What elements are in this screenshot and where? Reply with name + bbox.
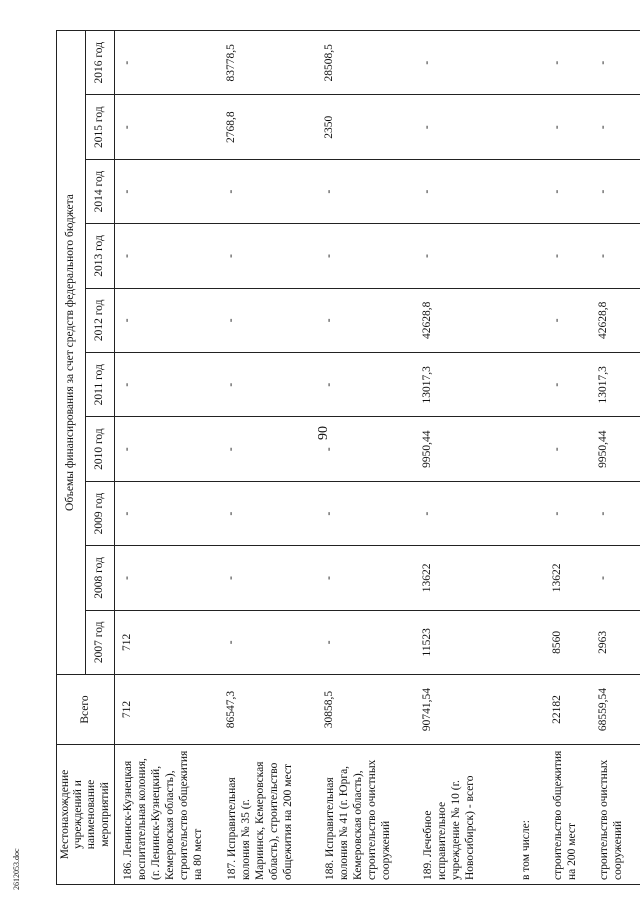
row-year-value [513,353,545,417]
row-year-value: - [317,546,415,610]
header-year: 2012 год [85,288,114,352]
row-year-value: - [545,159,591,223]
header-group: Объемы финансирования за счет средств федерального бюджета [57,31,86,675]
row-year-value: 28508,5 [317,31,415,95]
row-year-value: 13622 [415,546,513,610]
row-year-value [513,610,545,674]
header-year: 2011 год [85,353,114,417]
row-year-value: 9950,44 [591,417,640,481]
row-total: 712 [114,675,219,745]
row-year-value: - [219,288,317,352]
row-year-value: - [545,353,591,417]
row-year-value: - [114,288,219,352]
row-year-value: 83778,5 [219,31,317,95]
row-year-value: 712 [114,610,219,674]
row-name: строительство очистных сооружений [591,745,640,885]
header-year: 2009 год [85,481,114,545]
row-year-value: - [114,31,219,95]
row-year-value: - [415,224,513,288]
row-year-value: - [317,224,415,288]
header-year: 2014 год [85,159,114,223]
row-name: 188. Исправительная колония № 41 (г. Юрга, Кемеровская область), строительство очистных сооружений [317,745,415,885]
row-year-value: - [545,224,591,288]
header-year: 2008 год [85,546,114,610]
table-row [114,31,219,885]
table-row [591,31,640,885]
row-total: 30858,5 [317,675,415,745]
row-year-value: - [317,481,415,545]
row-year-value: - [415,31,513,95]
row-total: 68559,54 [591,675,640,745]
document-footer: 2612053.doc [12,848,21,890]
table-header [57,31,115,885]
table-row [219,31,317,885]
row-year-value: - [219,224,317,288]
row-year-value: 2963 [591,610,640,674]
table-body [114,31,640,885]
row-year-value: - [591,224,640,288]
header-year: 2007 год [85,610,114,674]
row-year-value: - [317,288,415,352]
header-year: 2013 год [85,224,114,288]
row-year-value [513,159,545,223]
header-year: 2015 год [85,95,114,159]
row-year-value: - [591,481,640,545]
row-year-value [513,546,545,610]
header-year: 2016 год [85,31,114,95]
row-year-value: - [114,159,219,223]
row-year-value: - [591,31,640,95]
row-year-value: 13622 [545,546,591,610]
row-name: 189. Лечебное исправительное учреждение № 10 (г. Новосибирск) - всего [415,745,513,885]
row-year-value: - [114,95,219,159]
row-year-value: 11523 [415,610,513,674]
row-year-value: - [545,288,591,352]
page-number: 90 [316,426,331,440]
row-year-value: - [114,481,219,545]
row-year-value: - [114,417,219,481]
row-year-value: - [219,610,317,674]
row-year-value: - [219,159,317,223]
row-year-value: - [545,417,591,481]
row-year-value: 13017,3 [591,353,640,417]
row-year-value [513,224,545,288]
row-total: 90741,54 [415,675,513,745]
row-year-value: 13017,3 [415,353,513,417]
row-year-value: - [591,95,640,159]
row-name: 186. Ленинск-Кузнецкая воспитательная колония, (г. Ленинск-Кузнецкий, Кемеровская область), строительство общежития на 80 мест [114,745,219,885]
row-year-value [513,417,545,481]
rotated-page [56,30,624,885]
row-name: строительство общежития на 200 мест [545,745,591,885]
row-year-value [513,95,545,159]
row-year-value: - [317,353,415,417]
row-year-value: - [114,353,219,417]
row-total: 86547,3 [219,675,317,745]
row-year-value: - [219,417,317,481]
row-year-value: - [114,546,219,610]
table-row [415,31,513,885]
row-total [513,675,545,745]
row-year-value: - [317,159,415,223]
row-year-value [513,288,545,352]
row-year-value: - [545,31,591,95]
row-name: 187. Исправительная колония № 35 (г. Мариинск, Кемеровская область), строительство общежития на 200 мест [219,745,317,885]
financing-table [56,30,640,885]
row-year-value: - [219,481,317,545]
row-year-value: 42628,8 [415,288,513,352]
row-year-value: - [219,546,317,610]
row-year-value: - [415,159,513,223]
row-year-value: - [317,610,415,674]
row-name: в том числе: [513,745,545,885]
header-total: Всего [57,675,115,745]
row-year-value: - [591,546,640,610]
row-year-value: - [545,95,591,159]
table-row [513,31,545,885]
table-row [317,31,415,885]
row-year-value: - [415,481,513,545]
row-year-value: - [545,481,591,545]
row-year-value: - [415,95,513,159]
row-year-value: 9950,44 [415,417,513,481]
header-year: 2010 год [85,417,114,481]
row-year-value: 2768,8 [219,95,317,159]
header-place: Местонахождение учреждений и наименование мероприятий [57,745,115,885]
row-year-value: 42628,8 [591,288,640,352]
row-year-value: - [219,353,317,417]
table-row [545,31,591,885]
row-total: 22182 [545,675,591,745]
row-year-value: - [591,159,640,223]
row-year-value: 2350 [317,95,415,159]
row-year-value: - [114,224,219,288]
row-year-value: 8560 [545,610,591,674]
row-year-value [513,31,545,95]
row-year-value [513,481,545,545]
row-year-value: - [317,417,415,481]
